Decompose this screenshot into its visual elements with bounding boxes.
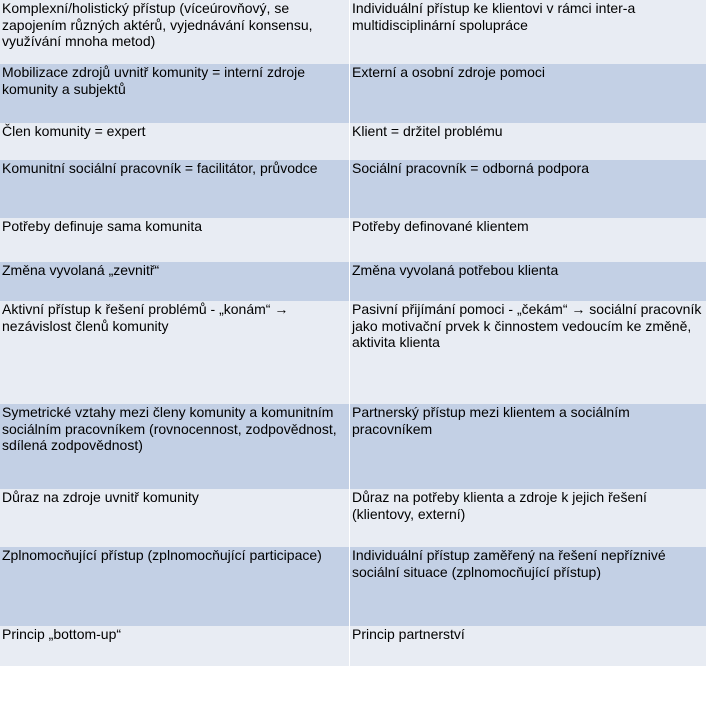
table-cell-right: Pasivní přijímání pomoci - „čekám“ → sociální pracovník jako motivační prvek k činnostem vedoucím ke změně, aktivita klienta xyxy=(350,301,706,404)
table-row xyxy=(0,547,706,626)
table-row xyxy=(0,626,706,666)
table-cell-left: Změna vyvolaná „zevnitř“ xyxy=(0,262,350,301)
table-cell-left: Člen komunity = expert xyxy=(0,123,350,160)
table-cell-right: Důraz na potřeby klienta a zdroje k jejich řešení (klientovy, externí) xyxy=(350,489,706,547)
table-row xyxy=(0,489,706,547)
table-cell-right: Změna vyvolaná potřebou klienta xyxy=(350,262,706,301)
table-cell-left: Symetrické vztahy mezi členy komunity a komunitním sociálním pracovníkem (rovnocennost, zodpovědnost, sdílená zodpovědnost) xyxy=(0,404,350,489)
table-cell-left: Aktivní přístup k řešení problémů - „konám“ → nezávislost členů komunity xyxy=(0,301,350,404)
table-cell-right: Potřeby definované klientem xyxy=(350,218,706,262)
table-row xyxy=(0,160,706,218)
table-row xyxy=(0,301,706,404)
table-row xyxy=(0,64,706,123)
table-cell-right: Partnerský přístup mezi klientem a sociálním pracovníkem xyxy=(350,404,706,489)
table-cell-left: Komplexní/holistický přístup (víceúrovňový, se zapojením různých aktérů, vyjednávání konsensu, využívání mnoha metod) xyxy=(0,0,350,64)
table-cell-right: Individuální přístup zaměřený na řešení nepříznivé sociální situace (zplnomocňující přístup) xyxy=(350,547,706,626)
table-cell-left: Zplnomocňující přístup (zplnomocňující participace) xyxy=(0,547,350,626)
table-row xyxy=(0,262,706,301)
table-cell-left: Mobilizace zdrojů uvnitř komunity = interní zdroje komunity a subjektů xyxy=(0,64,350,123)
table-row xyxy=(0,404,706,489)
table-cell-right: Klient = držitel problému xyxy=(350,123,706,160)
table-cell-right: Princip partnerství xyxy=(350,626,706,666)
table-cell-right: Externí a osobní zdroje pomoci xyxy=(350,64,706,123)
table-row xyxy=(0,0,706,64)
table-cell-left: Potřeby definuje sama komunita xyxy=(0,218,350,262)
table-row xyxy=(0,218,706,262)
table-cell-right: Sociální pracovník = odborná podpora xyxy=(350,160,706,218)
table-cell-left: Komunitní sociální pracovník = facilitátor, průvodce xyxy=(0,160,350,218)
table-cell-left: Princip „bottom-up“ xyxy=(0,626,350,666)
table-cell-right: Individuální přístup ke klientovi v rámci inter-a multidisciplinární spolupráce xyxy=(350,0,706,64)
table-cell-left: Důraz na zdroje uvnitř komunity xyxy=(0,489,350,547)
table-row xyxy=(0,123,706,160)
